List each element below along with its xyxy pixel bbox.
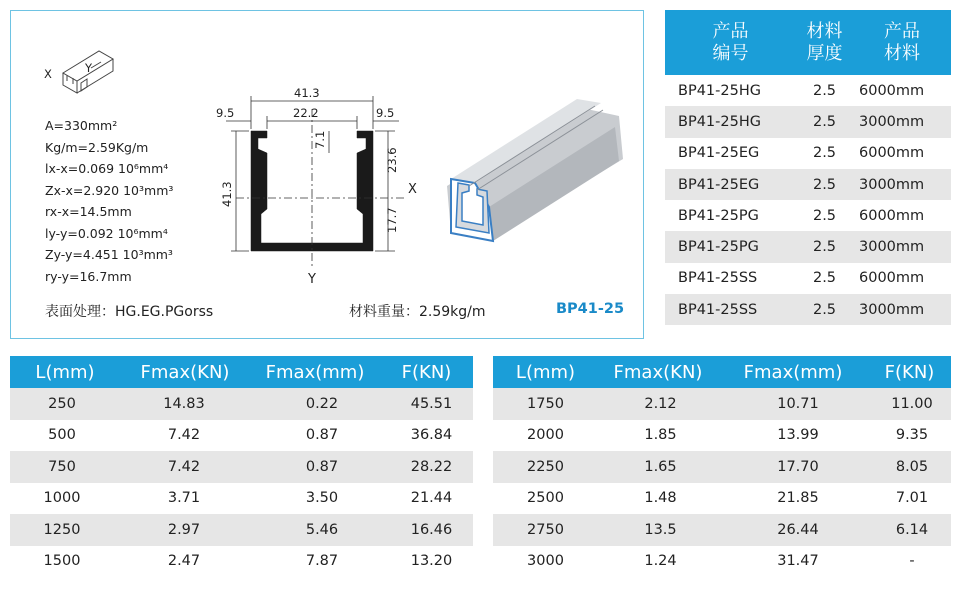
product-table-body <box>665 75 951 325</box>
product-table-header <box>665 10 951 75</box>
dim-height: 41.3 <box>220 181 234 207</box>
channel-3d-illustration <box>447 99 623 241</box>
material-weight: 材料重量：2.59kg/m <box>349 304 486 320</box>
header-thickness: 材料 厚度 <box>806 20 843 64</box>
table-row: BP41-25EG 2.5 3000mm <box>665 169 951 200</box>
prop-area: A=330mm² <box>45 118 118 133</box>
table-row: 250 14.83 0.22 45.51 <box>10 388 473 420</box>
axis-y-label: Y <box>308 272 316 287</box>
table-row: BP41-25HG 2.5 6000mm <box>678 82 925 99</box>
surface-treatment: 表面处理：HG.EG.PGorss <box>45 304 214 320</box>
dim-upper-height: 23.6 <box>385 147 399 173</box>
product-table <box>665 10 951 325</box>
prop-rx: rx-x=14.5mm <box>45 204 132 219</box>
header-fmax-mm: Fmax(mm) <box>743 361 843 383</box>
prop-zy: Zy-y=4.451 10³mm³ <box>45 247 173 262</box>
header-f-kn: F(KN) <box>884 361 935 383</box>
table-row: BP41-25SS 2.5 3000mm <box>665 294 951 325</box>
table-row: 3000 1.24 31.47 - <box>527 553 915 570</box>
load-table-right-body <box>493 388 951 577</box>
prop-ix: lx-x=0.069 10⁶mm⁴ <box>45 161 169 176</box>
dim-width: 41.3 <box>294 86 320 100</box>
table-row: 2000 1.85 13.99 9.35 <box>527 427 929 444</box>
prop-weight: Kg/m=2.59Kg/m <box>45 139 149 155</box>
table-row: BP41-25SS 2.5 6000mm <box>678 270 925 287</box>
dim-lower-height: 17.7 <box>385 207 399 233</box>
table-row: 750 7.42 0.87 28.22 <box>10 451 473 483</box>
table-row: BP41-25PG 2.5 6000mm <box>678 207 925 224</box>
table-row: BP41-25PG 2.5 3000mm <box>665 231 951 262</box>
load-table-left <box>10 356 473 577</box>
header-material: 产品 材料 <box>884 20 920 64</box>
small-axis-y: Y <box>85 61 93 75</box>
model-code: BP41-25 <box>556 301 625 317</box>
table-row: 1000 3.71 3.50 21.44 <box>43 490 453 507</box>
section-properties <box>45 115 173 287</box>
dim-opening: 22.2 <box>293 106 319 120</box>
header-fmax-kn: Fmax(KN) <box>613 361 703 383</box>
table-row: 2750 13.5 26.44 6.14 <box>493 514 951 546</box>
header-fmax-mm: Fmax(mm) <box>265 361 365 383</box>
table-row: 2500 1.48 21.85 7.01 <box>527 490 929 507</box>
header-fmax-kn: Fmax(KN) <box>140 361 230 383</box>
load-table-left-body <box>10 388 473 577</box>
table-row: BP41-25EG 2.5 6000mm <box>678 145 925 162</box>
dim-right-lip: 9.5 <box>376 106 395 120</box>
prop-ry: ry-y=16.7mm <box>45 268 132 284</box>
table-row: 2250 1.65 17.70 8.05 <box>493 451 951 483</box>
header-length: L(mm) <box>515 361 576 383</box>
load-table-right-header <box>493 356 951 388</box>
header-length: L(mm) <box>35 361 95 383</box>
load-table-left-header <box>10 356 473 388</box>
table-row: 1750 2.12 10.71 11.00 <box>493 388 951 420</box>
header-f-kn: F(KN) <box>401 361 452 383</box>
table-row: 1500 2.47 7.87 13.20 <box>43 553 453 570</box>
dim-left-lip: 9.5 <box>216 106 235 120</box>
table-row: 1250 2.97 5.46 16.46 <box>10 514 473 546</box>
table-row: BP41-25HG 2.5 3000mm <box>665 106 951 137</box>
prop-zx: Zx-x=2.920 10³mm³ <box>45 182 174 198</box>
small-axis-x: X <box>44 67 52 81</box>
dim-lip-depth: 7.1 <box>313 130 327 149</box>
prop-iy: ly-y=0.092 10⁶mm⁴ <box>45 225 168 241</box>
spec-panel <box>10 10 644 339</box>
header-product-code: 产品 编号 <box>712 20 749 64</box>
table-row: 500 7.42 0.87 36.84 <box>48 427 453 444</box>
axis-x-label: X <box>408 182 417 197</box>
load-table-right <box>493 356 951 577</box>
